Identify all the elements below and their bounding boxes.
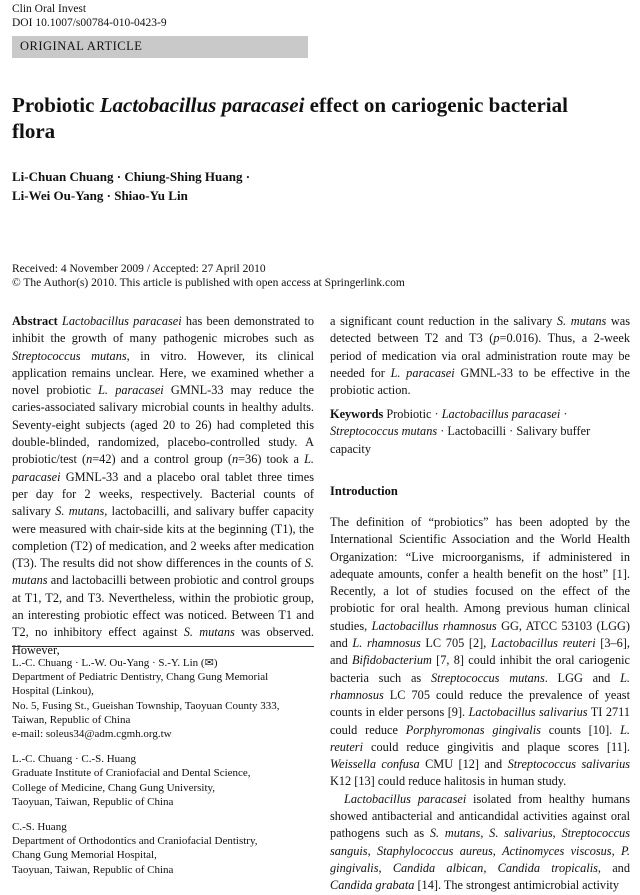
journal-name: Clin Oral Invest — [12, 3, 87, 15]
journal-header — [12, 2, 167, 30]
affiliation-authors: L.-C. Chuang · L.-W. Ou-Yang · S.-Y. Lin (✉) — [12, 657, 218, 669]
affiliations — [12, 656, 314, 888]
received-date: Received: 4 November 2009 / Accepted: 27 April 2010 — [12, 263, 266, 275]
affiliation-line: Taoyuan, Taiwan, Republic of China — [12, 863, 174, 876]
affiliation-line: College of Medicine, Chang Gung University, — [12, 781, 216, 794]
abstract — [12, 313, 314, 659]
keywords-list: Probiotic · Lactobacillus paracasei · Streptococcus mutans · Lactobacilli · Salivary buffer capacity — [330, 407, 591, 456]
title-italic: Lactobacillus paracasei — [99, 93, 305, 117]
affiliation-line: Department of Orthodontics and Craniofacial Dentistry, — [12, 835, 258, 848]
introduction-heading: Introduction — [330, 484, 398, 498]
intro-paragraph: Lactobacillus paracasei isolated from healthy humans showed antibacterial and anticandidal activities against oral pathogens such as S. mutans, S. salivarius, Streptococcus sanguis, Staphylococcus aureus, Actinomyces viscosus, P. gingivalis, Candida albican, Candida tropicalis, and Candida grabata [14]. The strongest antimicrobial activity — [330, 791, 630, 893]
abstract-body: Lactobacillus paracasei has been demonstrated to inhibit the growth of many pathogenic microbes such as Streptococcus mutans, in vitro. However, its clinical application remains unclear. Here, we examined whether a novel probiotic L. paracasei GMNL-33 may reduce the caries-associated salivary microbial counts in healthy adults. Seventy-eight subjects (aged 20 to 26) had completed this double-blinded, randomized, placebo-controlled study. A probiotic/test (n=42) and a control group (n=36) took a L. paracasei GMNL-33 and a placebo oral tablet three times per day for 2 weeks, respectively. Bacterial counts of salivary S. mutans, lactobacilli, and salivary buffer capacity were measured with chair-side kits at the beginning (T1), the completion (T2) of medication, and 2 weeks after medication (T3). The results did not show differences in the counts of S. mutans and lactobacilli between probiotic and control groups at T1, T2, and T3. Nevertheless, within the probiotic group, an interesting probiotic effect was noticed. Between T1 and T2, no inhibitory effect against S. mutans was observed. However, — [12, 314, 314, 657]
affiliation-line: No. 5, Fusing St., Gueishan Township, Taoyuan County 333, — [12, 699, 280, 712]
affiliation-line: Graduate Institute of Craniofacial and Dental Science, — [12, 767, 251, 780]
footnote-rule — [12, 646, 314, 647]
intro-paragraph: The definition of “probiotics” has been adopted by the International Scientific Association and the World Health Organization: “Live microorganisms, if administered in adequate amounts, confer a health benefit on the host” [1]. Recently, a lot of studies focused on the effect of the probiotic for oral health. Among previous human clinical studies, Lactobacillus rhamnosus GG, ATCC 53103 (LGG) and L. rhamnosus LC 705 [2], Lactobacillus reuteri [3–6], and Bifidobacterium [7, 8] could inhibit the oral cariogenic bacteria such as Streptococcus mutans. LGG and L. rhamnosus LC 705 could reduce the prevalence of yeast counts in elder persons [9]. Lactobacillus salivarius TI 2711 could reduce Porphyromonas gingivalis counts [10]. L. reuteri could reduce gingivitis and plaque scores [11]. Weissella confusa CMU [12] and Streptococcus salivarius K12 [13] could reduce halitosis in human study. — [330, 515, 631, 789]
title-part: Probiotic — [12, 93, 100, 117]
doi: DOI 10.1007/s00784-010-0423-9 — [12, 17, 167, 29]
keywords — [330, 406, 630, 458]
affiliation-entry — [12, 752, 314, 809]
section-banner — [12, 36, 308, 58]
keywords-heading: Keywords — [330, 407, 384, 421]
introduction-body — [330, 514, 630, 895]
copyright-line: © The Author(s) 2010. This article is published with open access at Springerlink.com — [12, 277, 405, 289]
affiliation-entry — [12, 820, 314, 877]
affiliation-line: Taoyuan, Taiwan, Republic of China — [12, 795, 174, 808]
article-title — [12, 92, 612, 144]
authors-line: Li-Chuan Chuang · Chiung-Shing Huang · — [12, 169, 251, 184]
dates-block — [12, 262, 622, 290]
abstract-heading: Abstract — [12, 314, 58, 328]
abstract-continued-text: a significant count reduction in the salivary S. mutans was detected between T2 and T3 (p=0.016). Thus, a 2-week period of medication via oral administration route may be needed for L. paracasei GMNL-33 to be effective in the probiotic action. — [330, 314, 630, 398]
affiliation-line: Taiwan, Republic of China — [12, 713, 131, 726]
section-label: ORIGINAL ARTICLE — [20, 39, 143, 53]
authors-line: Li-Wei Ou-Yang · Shiao-Yu Lin — [12, 188, 188, 203]
affiliation-authors: L.-C. Chuang · C.-S. Huang — [12, 753, 137, 766]
affiliation-line: Department of Pediatric Dentistry, Chang Gung Memorial — [12, 671, 269, 684]
affiliation-line: e-mail: soleus34@adm.cgmh.org.tw — [12, 728, 172, 741]
abstract-continued — [330, 313, 630, 399]
author-list — [12, 167, 612, 205]
affiliation-authors: C.-S. Huang — [12, 821, 67, 834]
affiliation-line: Hospital (Linkou), — [12, 685, 94, 698]
title-part: effect on cariogenic bacterial flora — [12, 93, 568, 143]
affiliation-entry — [12, 656, 314, 741]
affiliation-line: Chang Gung Memorial Hospital, — [12, 849, 157, 862]
